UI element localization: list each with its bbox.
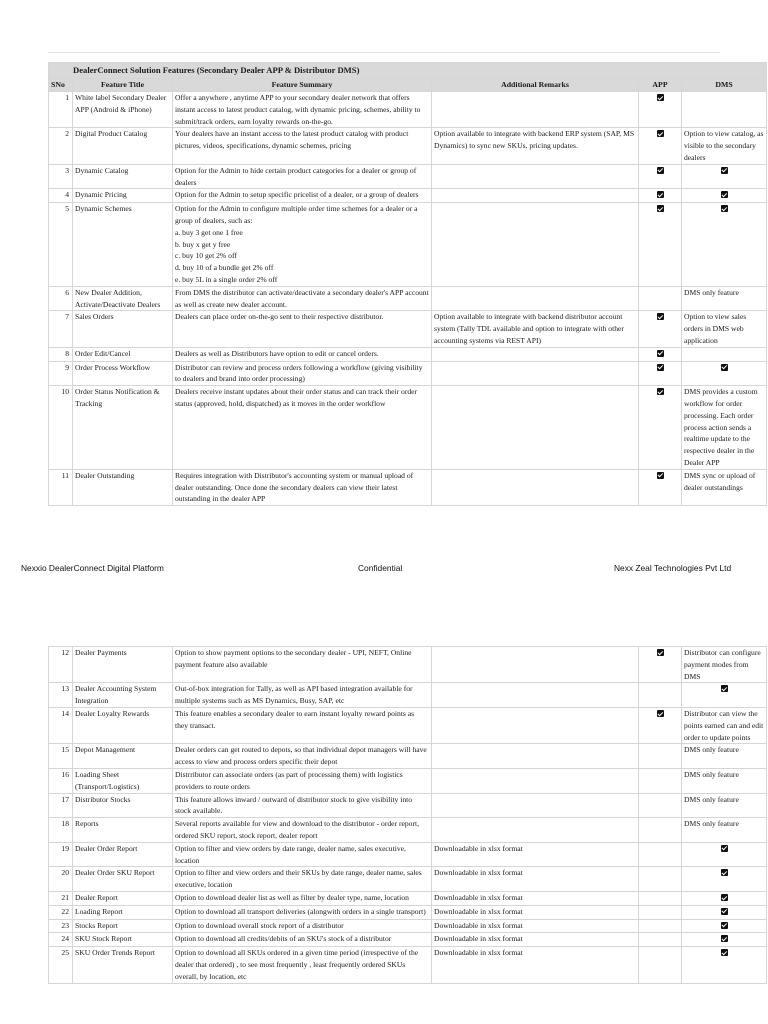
checkbox-checked-icon <box>657 388 664 395</box>
row-additional-remarks <box>432 647 639 683</box>
row-sno: 15 <box>49 744 73 769</box>
table-row <box>49 647 767 683</box>
row-feature-title: Distributor Stocks <box>73 793 173 818</box>
row-app-cell <box>639 203 682 287</box>
row-dms-cell <box>682 311 767 347</box>
checkbox-checked-icon <box>721 205 728 212</box>
row-additional-remarks <box>432 92 639 128</box>
row-additional-remarks <box>432 469 639 505</box>
row-sno: 25 <box>49 947 73 983</box>
row-feature-title: SKU Order Trends Report <box>73 947 173 983</box>
table-row <box>49 203 767 287</box>
row-additional-remarks <box>432 347 639 361</box>
row-sno: 14 <box>49 707 73 743</box>
row-dms-cell <box>682 92 767 128</box>
row-dms-text: DMS only feature <box>684 794 739 804</box>
table-row <box>49 793 767 818</box>
row-feature-title: Loading Report <box>73 905 173 919</box>
table-row <box>49 744 767 769</box>
row-sno: 13 <box>49 683 73 708</box>
row-dms-cell <box>682 947 767 983</box>
header-sno: SNo <box>49 79 73 92</box>
row-sno: 20 <box>49 867 73 892</box>
row-app-cell <box>639 707 682 743</box>
checkbox-checked-icon <box>721 191 728 198</box>
checkbox-checked-icon <box>657 94 664 101</box>
checkbox-checked-icon <box>721 894 728 901</box>
table-row <box>49 386 767 470</box>
row-dms-cell <box>682 286 767 311</box>
row-sno: 10 <box>49 386 73 470</box>
row-app-cell <box>639 469 682 505</box>
row-app-cell <box>639 947 682 983</box>
footer-right: Nexx Zeal Technologies Pvt Ltd <box>614 563 732 573</box>
row-dms-cell <box>682 347 767 361</box>
header-app: APP <box>639 79 682 92</box>
row-app-cell <box>639 867 682 892</box>
row-feature-summary: Several reports available for view and download to the distributor - order report, ordered SKU report, stock report, dealer report <box>173 818 432 843</box>
row-feature-title: Sales Orders <box>73 311 173 347</box>
row-additional-remarks: Downloadable in xlsx format <box>432 947 639 983</box>
row-sno: 1 <box>49 92 73 128</box>
row-feature-title: Dealer Order SKU Report <box>73 867 173 892</box>
checkbox-checked-icon <box>721 949 728 956</box>
row-app-cell <box>639 933 682 947</box>
row-feature-title: Dealer Accounting System Integration <box>73 683 173 708</box>
row-sno: 6 <box>49 286 73 311</box>
header-additional-remarks: Additional Remarks <box>432 79 639 92</box>
row-dms-cell <box>682 203 767 287</box>
table-row <box>49 286 767 311</box>
row-feature-title: Order Status Notification & Tracking <box>73 386 173 470</box>
row-app-cell <box>639 347 682 361</box>
table-row <box>49 818 767 843</box>
footer-left: Nexxio DealerConnect Digital Platform <box>21 563 164 573</box>
row-dms-text: DMS only feature <box>684 819 739 829</box>
checkbox-checked-icon <box>721 908 728 915</box>
row-additional-remarks: Downloadable in xlsx format <box>432 891 639 905</box>
row-feature-title: Stocks Report <box>73 919 173 933</box>
row-dms-cell <box>682 469 767 505</box>
row-feature-summary: Option to download all credits/debits of an SKU's stock of a distributor <box>173 933 432 947</box>
table-row <box>49 92 767 128</box>
row-dms-cell <box>682 361 767 386</box>
page-top-rule <box>48 52 720 53</box>
row-dms-cell <box>682 867 767 892</box>
row-additional-remarks <box>432 707 639 743</box>
checkbox-checked-icon <box>721 935 728 942</box>
row-feature-summary: Option to show payment options to the secondary dealer - UPI, NEFT, Online payment feature also available <box>173 647 432 683</box>
row-additional-remarks <box>432 768 639 793</box>
checkbox-checked-icon <box>721 167 728 174</box>
row-dms-text: DMS provides a custom workflow for order processing. Each order process action sends a realtime update to the respective dealer in the Dealer APP <box>684 387 758 467</box>
row-sno: 16 <box>49 768 73 793</box>
row-dms-cell <box>682 842 767 867</box>
row-sno: 3 <box>49 164 73 189</box>
row-feature-summary: Option to download all SKUs ordered in a given time period (irrespective of the dealer that ordered) , to see most frequently , least frequently ordered SKUs overall, by location, etc <box>173 947 432 983</box>
table-row <box>49 347 767 361</box>
row-dms-cell <box>682 647 767 683</box>
row-additional-remarks: Option available to integrate with backend distributor account system (Tally TDL available and option to integrate with other accounting systems via REST API) <box>432 311 639 347</box>
row-app-cell <box>639 744 682 769</box>
table-row <box>49 842 767 867</box>
row-dms-cell <box>682 683 767 708</box>
row-additional-remarks: Downloadable in xlsx format <box>432 905 639 919</box>
row-app-cell <box>639 683 682 708</box>
table-body-page-2 <box>49 647 767 984</box>
row-sno: 24 <box>49 933 73 947</box>
row-additional-remarks <box>432 164 639 189</box>
row-additional-remarks: Downloadable in xlsx format <box>432 867 639 892</box>
row-feature-summary: Requires integration with Distributor's accounting system or manual upload of dealer outstanding. Once done the secondary dealers can view their latest outstanding in the dealer APP <box>173 469 432 505</box>
footer-center: Confidential <box>358 563 403 573</box>
checkbox-checked-icon <box>721 869 728 876</box>
row-feature-title: Order Edit/Cancel <box>73 347 173 361</box>
row-feature-title: Reports <box>73 818 173 843</box>
table-row <box>49 361 767 386</box>
row-feature-summary: Offer a anywhere , anytime APP to your secondary dealer network that offers instant access to latest product catalog, with dynamic pricing, schemes, ability to submit/track orders, earn loyalty rewards on-the-go. <box>173 92 432 128</box>
row-dms-cell <box>682 164 767 189</box>
table-row <box>49 469 767 505</box>
row-feature-summary: Option for the Admin to configure multiple order time schemes for a dealer or a group of dealers, such as: a. buy 3 get one 1 free b. buy x get y free c. buy 10 get 2% off d. buy 10 of a bundle get 2% off e. buy 5L in a single order 2% off <box>173 203 432 287</box>
row-sno: 22 <box>49 905 73 919</box>
row-feature-title: Dealer Order Report <box>73 842 173 867</box>
row-dms-cell <box>682 768 767 793</box>
row-dms-cell <box>682 891 767 905</box>
features-table-page-2 <box>48 646 767 984</box>
row-dms-text: Distributor can view the points earned can and edit order to update points <box>684 708 764 742</box>
row-additional-remarks <box>432 683 639 708</box>
row-dms-cell <box>682 189 767 203</box>
row-feature-summary: Option to filter and view orders and their SKUs by date range, dealer name, sales executive, location <box>173 867 432 892</box>
row-feature-summary: Dealers can place order on-the-go sent to their respective distributor. <box>173 311 432 347</box>
row-feature-title: SKU Stock Report <box>73 933 173 947</box>
row-feature-title: Dealer Loyalty Rewards <box>73 707 173 743</box>
row-feature-summary: Dealer orders can get routed to depots, so that individual depot managers will have access to view and process orders specific their depot <box>173 744 432 769</box>
checkbox-checked-icon <box>657 710 664 717</box>
features-table-page-1 <box>48 62 767 506</box>
row-additional-remarks <box>432 386 639 470</box>
row-feature-title: Order Process Workflow <box>73 361 173 386</box>
row-feature-title: Dealer Payments <box>73 647 173 683</box>
row-feature-title: Depot Management <box>73 744 173 769</box>
checkbox-checked-icon <box>657 364 664 371</box>
table-row <box>49 707 767 743</box>
row-sno: 7 <box>49 311 73 347</box>
row-sno: 17 <box>49 793 73 818</box>
row-feature-summary: Your dealers have an instant access to the latest product catalog with product pictures, videos, specifications, dynamic schemes, pricing <box>173 128 432 164</box>
row-app-cell <box>639 919 682 933</box>
checkbox-checked-icon <box>721 364 728 371</box>
table-row <box>49 947 767 983</box>
row-app-cell <box>639 164 682 189</box>
checkbox-checked-icon <box>657 191 664 198</box>
row-feature-title: Dealer Outstanding <box>73 469 173 505</box>
checkbox-checked-icon <box>657 167 664 174</box>
header-feature-summary: Feature Summary <box>173 79 432 92</box>
row-dms-text: DMS only feature <box>684 745 739 755</box>
table-row <box>49 189 767 203</box>
header-feature-title: Feature Title <box>73 79 173 92</box>
row-sno: 18 <box>49 818 73 843</box>
row-feature-summary: This feature enables a secondary dealer to earn instant loyalty reward points as they transact. <box>173 707 432 743</box>
row-additional-remarks: Downloadable in xlsx format <box>432 919 639 933</box>
row-dms-cell <box>682 744 767 769</box>
table-title-row <box>49 63 767 79</box>
table-row <box>49 311 767 347</box>
row-additional-remarks <box>432 361 639 386</box>
row-sno: 21 <box>49 891 73 905</box>
row-sno: 8 <box>49 347 73 361</box>
row-dms-cell <box>682 905 767 919</box>
checkbox-checked-icon <box>657 649 664 656</box>
row-sno: 19 <box>49 842 73 867</box>
row-app-cell <box>639 361 682 386</box>
checkbox-checked-icon <box>657 472 664 479</box>
row-additional-remarks: Option available to integrate with backend ERP system (SAP, MS Dynamics) to sync new SKUs, pricing updates. <box>432 128 639 164</box>
checkbox-checked-icon <box>657 130 664 137</box>
header-dms: DMS <box>682 79 767 92</box>
row-dms-text: Distributor can configure payment modes from DMS <box>684 648 761 681</box>
row-feature-title: New Dealer Addition, Activate/Deactivate Dealers <box>73 286 173 311</box>
row-additional-remarks: Downloadable in xlsx format <box>432 842 639 867</box>
row-feature-title: Dealer Report <box>73 891 173 905</box>
table-body-page-1 <box>49 92 767 506</box>
row-sno: 2 <box>49 128 73 164</box>
row-app-cell <box>639 793 682 818</box>
table-row <box>49 164 767 189</box>
checkbox-checked-icon <box>721 922 728 929</box>
row-dms-text: DMS sync or upload of dealer outstandings <box>684 470 756 492</box>
row-sno: 23 <box>49 919 73 933</box>
table-row <box>49 919 767 933</box>
row-feature-summary: Dealers receive instant updates about their order status and can track their order status (approved, hold, dispatched) as it moves in the order workflow <box>173 386 432 470</box>
row-dms-text: Option to view catalog, as visible to the secondary dealers <box>684 129 764 162</box>
row-dms-cell <box>682 818 767 843</box>
row-feature-title: White label Secondary Dealer APP (Android & iPhone) <box>73 92 173 128</box>
row-feature-title: Dynamic Catalog <box>73 164 173 189</box>
row-dms-cell <box>682 933 767 947</box>
row-feature-summary: Option to download overall stock report of a distributor <box>173 919 432 933</box>
row-dms-cell <box>682 707 767 743</box>
row-app-cell <box>639 842 682 867</box>
row-additional-remarks <box>432 744 639 769</box>
row-dms-cell <box>682 919 767 933</box>
row-dms-cell <box>682 386 767 470</box>
table-row <box>49 683 767 708</box>
row-app-cell <box>639 768 682 793</box>
row-dms-cell <box>682 793 767 818</box>
checkbox-checked-icon <box>721 685 728 692</box>
row-feature-summary: Option to download all transport deliveries (alongwith orders in a single transport) <box>173 905 432 919</box>
table-row <box>49 905 767 919</box>
row-dms-cell <box>682 128 767 164</box>
row-app-cell <box>639 189 682 203</box>
row-app-cell <box>639 647 682 683</box>
table-row <box>49 768 767 793</box>
row-feature-summary: Out-of-box integration for Tally, as well as API based integration available for multiple systems such as MS Dynamics, Busy, SAP, etc <box>173 683 432 708</box>
row-app-cell <box>639 128 682 164</box>
checkbox-checked-icon <box>721 845 728 852</box>
row-additional-remarks <box>432 189 639 203</box>
row-additional-remarks <box>432 818 639 843</box>
row-feature-title: Dynamic Schemes <box>73 203 173 287</box>
header-row <box>49 79 767 92</box>
row-sno: 4 <box>49 189 73 203</box>
row-app-cell <box>639 386 682 470</box>
checkbox-checked-icon <box>657 350 664 357</box>
row-sno: 11 <box>49 469 73 505</box>
row-feature-summary: Distrributor can associate orders (as part of processing them) with logistics providers to route orders <box>173 768 432 793</box>
document-title: DealerConnect Solution Features (Secondary Dealer APP & Distributor DMS) <box>49 63 767 79</box>
table-row <box>49 867 767 892</box>
row-sno: 12 <box>49 647 73 683</box>
row-app-cell <box>639 286 682 311</box>
row-app-cell <box>639 311 682 347</box>
row-feature-summary: Option to download dealer list as well as filter by dealer type, name, location <box>173 891 432 905</box>
row-feature-summary: Option for the Admin to hide certain product categories for a dealer or group of dealers <box>173 164 432 189</box>
row-feature-summary: Distributor can review and process orders following a workflow (giving visibility to dealers and brand into order processing) <box>173 361 432 386</box>
checkbox-checked-icon <box>657 205 664 212</box>
row-feature-title: Digital Product Catalog <box>73 128 173 164</box>
row-feature-summary: Option for the Admin to setup specific pricelist of a dealer, or a group of dealers <box>173 189 432 203</box>
row-sno: 5 <box>49 203 73 287</box>
row-app-cell <box>639 92 682 128</box>
row-feature-title: Loading Sheet (Transport/Logistics) <box>73 768 173 793</box>
row-app-cell <box>639 905 682 919</box>
row-feature-summary: Dealers as well as Distributors have option to edit or cancel orders. <box>173 347 432 361</box>
row-feature-summary: This feature allows inward / outward of distributor stock to give visibility into stock available. <box>173 793 432 818</box>
row-feature-summary: Option to filter and view orders by date range, dealer name, sales executive, location <box>173 842 432 867</box>
checkbox-checked-icon <box>657 313 664 320</box>
table-row <box>49 128 767 164</box>
row-feature-summary: From DMS the distributor can activate/deactivate a secondary dealer's APP account as well as create new dealer account. <box>173 286 432 311</box>
row-app-cell <box>639 891 682 905</box>
table-row <box>49 891 767 905</box>
row-additional-remarks <box>432 793 639 818</box>
row-additional-remarks <box>432 286 639 311</box>
table-row <box>49 933 767 947</box>
row-sno: 9 <box>49 361 73 386</box>
row-app-cell <box>639 818 682 843</box>
row-additional-remarks: Downloadable in xlsx format <box>432 933 639 947</box>
row-additional-remarks <box>432 203 639 287</box>
row-dms-text: DMS only feature <box>684 769 739 779</box>
row-dms-text: Option to view sales orders in DMS web application <box>684 312 747 345</box>
row-dms-text: DMS only feature <box>684 287 739 297</box>
row-feature-title: Dynamic Pricing <box>73 189 173 203</box>
